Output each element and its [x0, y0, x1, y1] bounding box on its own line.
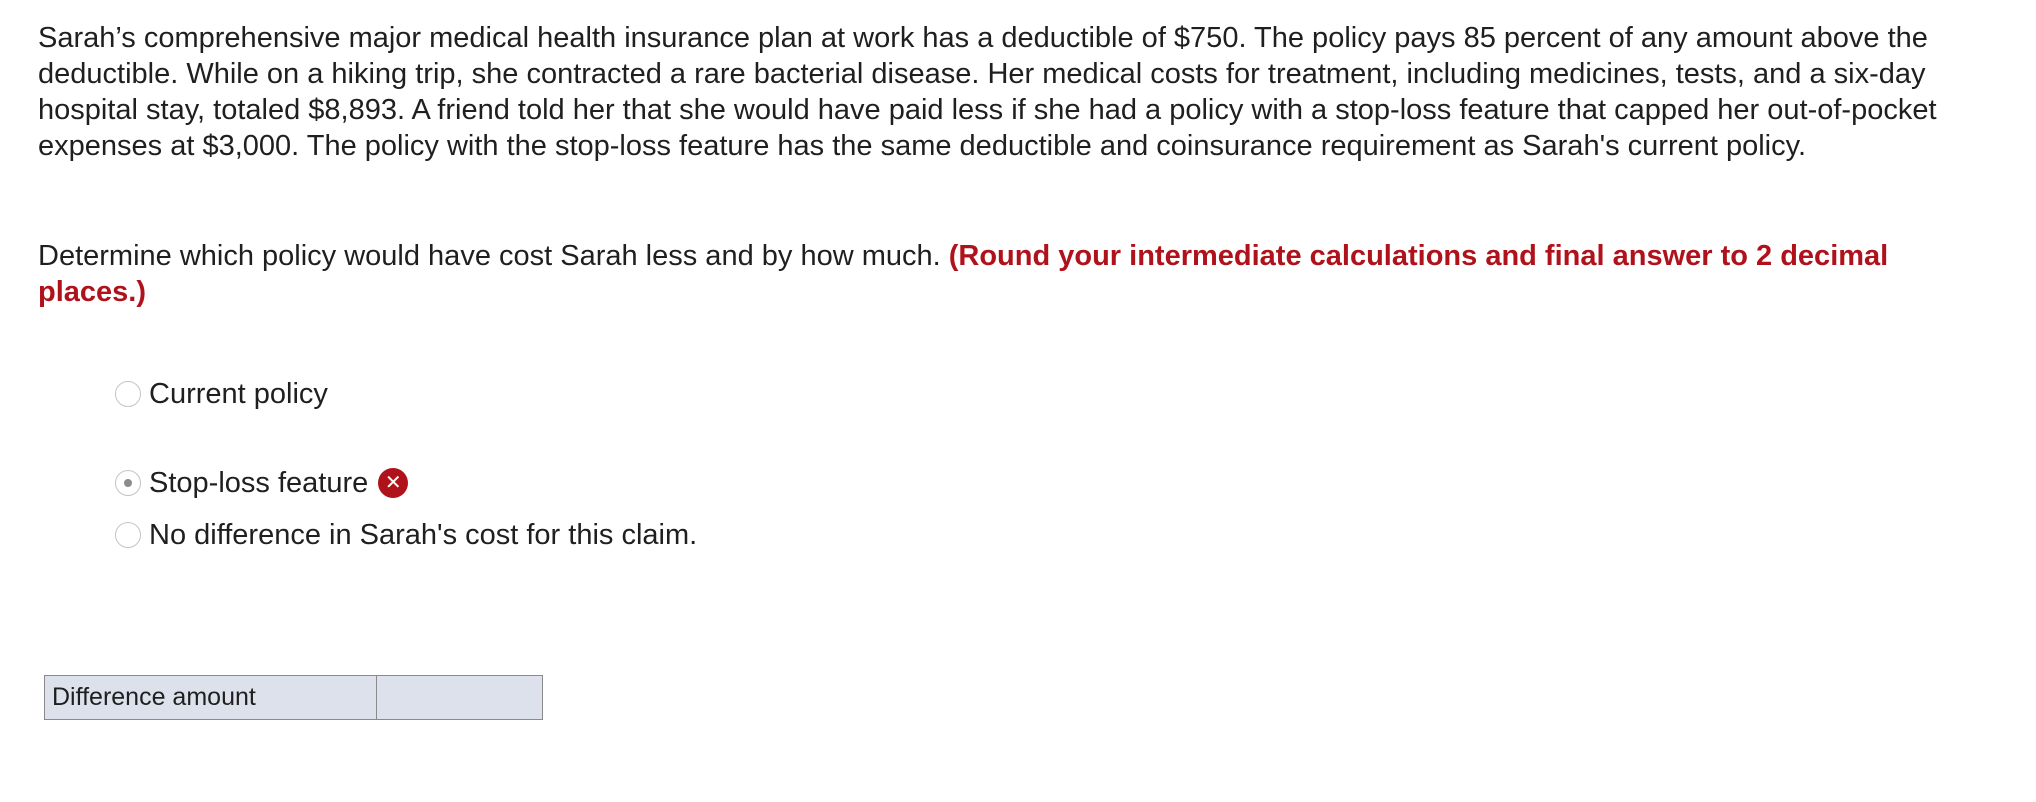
answer-table [44, 675, 543, 720]
radio-no-difference[interactable] [115, 522, 141, 548]
rounding-note: (Round your intermediate calculations and final answer to 2 decimal places.) [38, 240, 1889, 308]
option-current-policy[interactable] [115, 376, 328, 412]
instruction [38, 238, 1988, 310]
question-text: Sarah’s comprehensive major medical health insurance plan at work has a deductible of $750. The policy pays 85 percent of any amount above the deductible. While on a hiking trip, she contracted a rare bacterial disease. Her medical costs for treatment, including medicines, tests, and a six-day hospital stay, totaled $8,893. A friend told her that she would have paid less if she had a policy with a stop-loss feature that capped her out-of-pocket expenses at $3,000. The policy with the stop-loss feature has the same deductible and coinsurance requirement as Sarah's current policy. [38, 22, 1937, 162]
difference-amount-label: Difference amount [45, 676, 377, 720]
table-row [45, 676, 543, 720]
difference-amount-cell[interactable] [377, 676, 543, 720]
radio-current-policy[interactable] [115, 381, 141, 407]
x-circle-icon: ✕ [378, 468, 408, 498]
radio-stop-loss-feature[interactable] [115, 470, 141, 496]
option-no-difference[interactable] [115, 517, 697, 553]
difference-amount-input[interactable] [377, 676, 542, 719]
instruction-text: Determine which policy would have cost Sarah less and by how much. [38, 240, 949, 272]
option-label: Stop-loss feature [149, 467, 369, 499]
option-label: No difference in Sarah's cost for this claim. [149, 519, 698, 551]
option-stop-loss-feature[interactable] [115, 465, 408, 501]
option-label: Current policy [149, 378, 328, 410]
